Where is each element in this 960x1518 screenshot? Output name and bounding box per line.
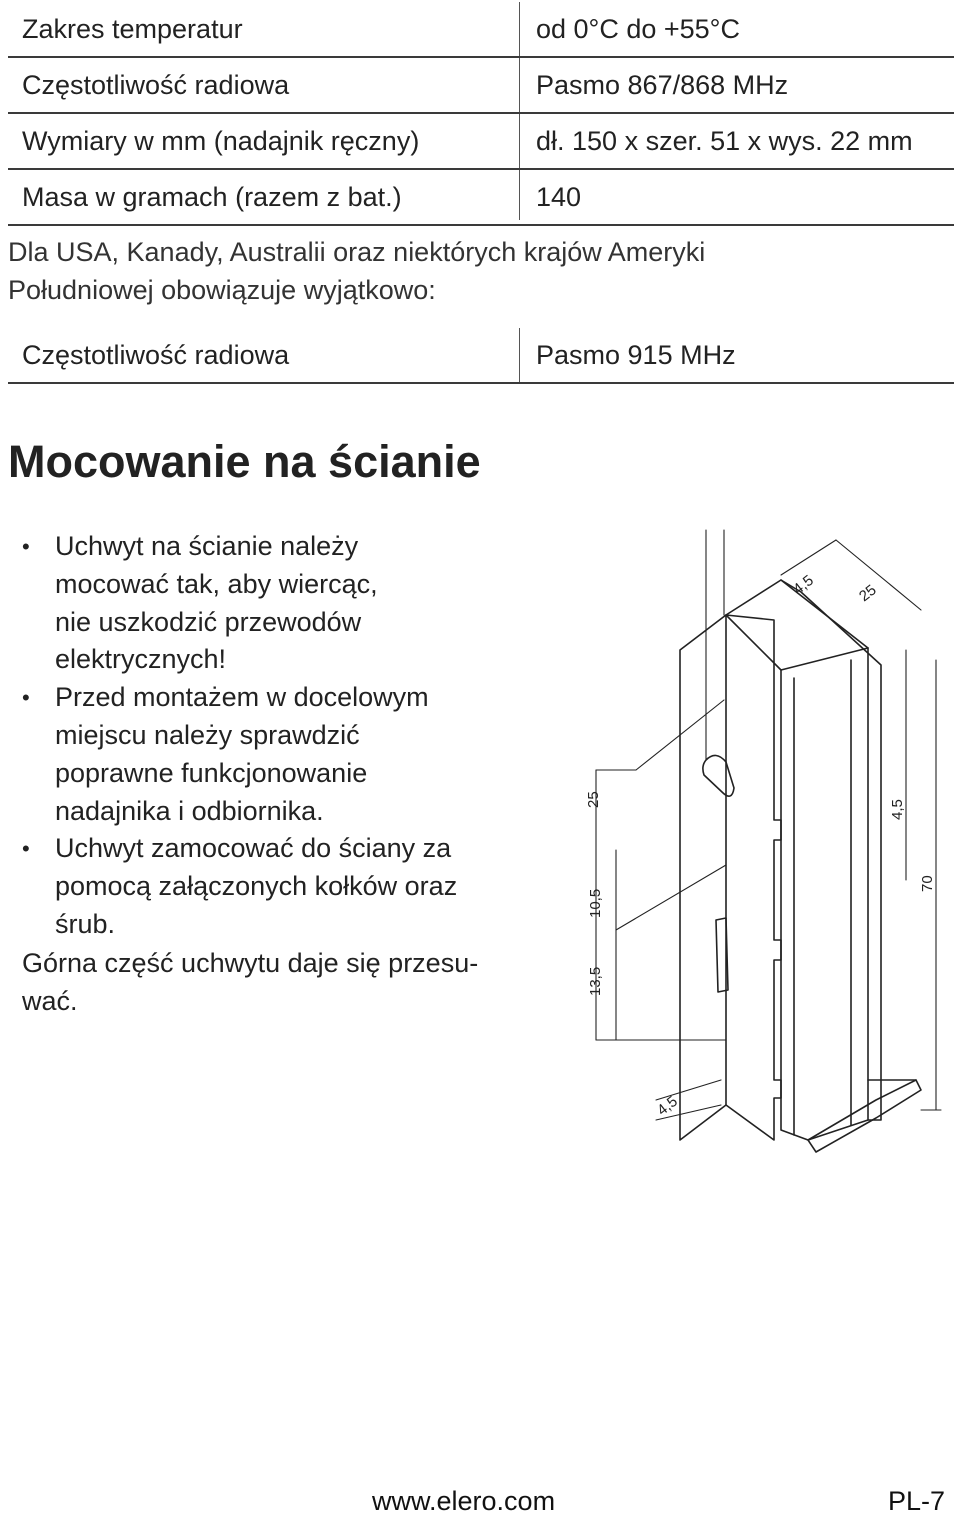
spec-row-weight <box>8 170 954 226</box>
instruction-item <box>18 830 538 943</box>
spec-value: dł. 150 x szer. 51 x wys. 22 mm <box>536 126 913 156</box>
closing-line: wać. <box>22 986 78 1016</box>
spec-value: od 0°C do +55°C <box>536 14 740 44</box>
instruction-line: poprawne funkcjonowanie <box>55 757 368 788</box>
wall-bracket-drawing <box>576 520 956 1160</box>
bracket-foot <box>808 1080 921 1152</box>
instruction-line: nadajnika i odbiornika. <box>55 795 324 826</box>
instruction-line: pomocą załączonych kołków oraz <box>55 871 458 902</box>
closing-line: Górna część uchwytu daje się przesu- <box>22 948 479 978</box>
spec-value: Pasmo 867/868 MHz <box>536 70 789 100</box>
closing-note <box>22 944 478 1020</box>
spec-label: Wymiary w mm (nadajnik ręczny) <box>22 126 420 156</box>
dim-side-offset: 4,5 <box>889 799 906 820</box>
instruction-list <box>18 528 538 944</box>
bracket-top-face <box>781 580 881 1120</box>
instruction-line: • Przed montażem w docelowym <box>55 682 429 713</box>
note-line: Dla USA, Kanady, Australii oraz niektórych krajów Ameryki <box>8 237 706 267</box>
instruction-line: nie uszkodzić przewodów <box>55 606 362 637</box>
dim-slot-gap: 10,5 <box>587 888 604 918</box>
bracket-back-plate <box>680 615 726 1140</box>
instruction-line: elektrycznych! <box>55 644 227 675</box>
dim-bottom-offset: 13,5 <box>587 966 604 996</box>
instruction-line: mocować tak, aby wiercąc, <box>55 568 378 599</box>
spec-row-frequency <box>8 58 954 114</box>
instruction-item <box>18 528 538 679</box>
spec-value: Pasmo 915 MHz <box>536 340 736 370</box>
bracket-front-plate <box>726 615 781 1140</box>
dim-slot-spacing: 25 <box>585 791 602 808</box>
dim-bottom-depth: 4,5 <box>653 1092 681 1120</box>
dim-total-height: 70 <box>919 875 936 892</box>
bracket-inner-edge <box>781 648 868 670</box>
bracket-top-block <box>726 580 868 1140</box>
spec-row-dimensions <box>8 114 954 170</box>
instruction-line: • Uchwyt zamocować do ściany za <box>55 833 452 864</box>
regional-note <box>8 233 908 309</box>
spec-row-frequency-915 <box>8 328 954 384</box>
instruction-line: • Uchwyt na ścianie należy <box>55 531 359 561</box>
instruction-item <box>18 679 538 830</box>
footer-url: www.elero.com <box>372 1486 556 1516</box>
spec-label: Częstotliwość radiowa <box>22 340 290 370</box>
special-spec-table <box>8 328 954 384</box>
bracket-rib <box>794 660 851 1135</box>
spec-value: 140 <box>536 182 582 212</box>
note-line: Południowej obowiązuje wyjątkowo: <box>8 275 436 305</box>
spec-table <box>8 2 954 226</box>
spec-label: Masa w gramach (razem z bat.) <box>22 182 402 212</box>
slot-upper <box>703 755 734 796</box>
dimension-lines <box>596 530 941 1120</box>
dim-top-depth: 4,5 <box>789 571 817 599</box>
spec-label: Częstotliwość radiowa <box>22 70 290 100</box>
dimension-labels <box>585 572 936 1119</box>
section-title: Mocowanie na ścianie <box>8 436 481 487</box>
dim-top-width: 25 <box>855 581 880 606</box>
spec-row-temperature <box>8 2 954 58</box>
page-number: PL-7 <box>888 1486 946 1516</box>
instruction-line: miejscu należy sprawdzić <box>55 719 360 750</box>
instruction-line: śrub. <box>55 908 116 939</box>
spec-label: Zakres temperatur <box>22 14 243 44</box>
